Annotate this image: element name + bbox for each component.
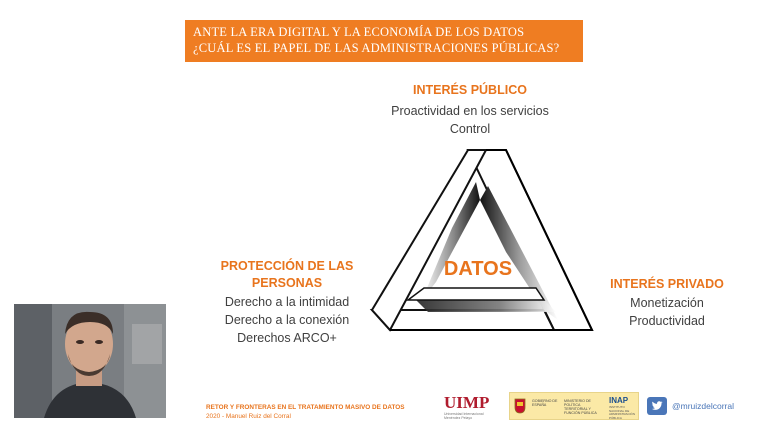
interes-privado-line-1: Monetización	[630, 296, 704, 310]
proteccion-heading-2: PERSONAS	[251, 276, 323, 290]
title-line-2: ¿CUÁL ES EL PAPEL DE LAS ADMINISTRACIONES PÚBLICAS?	[193, 41, 560, 55]
gov-text-gobierno: GOBIERNO DE ESPAÑA	[532, 399, 558, 407]
title-line-1: ANTE LA ERA DIGITAL Y LA ECONOMÍA DE LOS DATOS	[193, 25, 525, 39]
interes-publico-line-2: Control	[449, 122, 491, 136]
interes-privado-heading: INTERÉS PRIVADO	[610, 277, 724, 291]
gov-text-ministerio: MINISTERIO DE POLÍTICA TERRITORIAL Y FUNCIÓN PÚBLICA	[564, 399, 597, 415]
footer-course-title: RETOR Y FRONTERAS EN EL TRATAMIENTO MASIVO DE DATOS	[206, 404, 405, 411]
datos-center-label: DATOS	[443, 258, 513, 280]
slide-title-box	[185, 20, 583, 62]
inap-sub-text: INSTITUTO NACIONAL DE ADMINISTRACIÓN PÚBLICA	[609, 405, 636, 420]
inap-logo-text: INAP	[609, 396, 629, 405]
proteccion-line-3: Derechos ARCO+	[237, 331, 337, 345]
proteccion-block	[200, 258, 374, 347]
impossible-triangle-graphic	[356, 142, 596, 342]
interes-publico-line-1: Proactividad en los servicios	[391, 104, 549, 118]
footer-course-info	[206, 403, 404, 421]
interes-publico-heading: INTERÉS PÚBLICO	[413, 83, 527, 97]
uimp-logo	[444, 394, 498, 420]
proteccion-heading-1: PROTECCIÓN DE LAS	[220, 259, 354, 273]
interes-privado-line-2: Productividad	[629, 314, 705, 328]
uimp-sub-line-2: Menéndez Pelayo	[444, 416, 473, 420]
twitter-bird-icon	[647, 397, 667, 415]
presenter-video-feed	[14, 304, 166, 418]
government-logo-strip	[509, 392, 639, 420]
twitter-handle[interactable]: @mruizdelcorral	[672, 401, 735, 411]
uimp-logo-text: UIMP	[444, 393, 490, 412]
proteccion-line-2: Derecho a la conexión	[224, 313, 350, 327]
interes-publico-block	[370, 82, 570, 138]
spain-coat-of-arms-icon	[514, 398, 526, 414]
footer-author-line: 2020 - Manuel Ruiz del Corral	[206, 413, 291, 420]
uimp-sub-line-1: Universidad Internacional	[444, 412, 484, 416]
proteccion-line-1: Derecho a la intimidad	[224, 295, 350, 309]
presenter-portrait-image	[14, 304, 166, 418]
interes-privado-block	[600, 276, 734, 330]
